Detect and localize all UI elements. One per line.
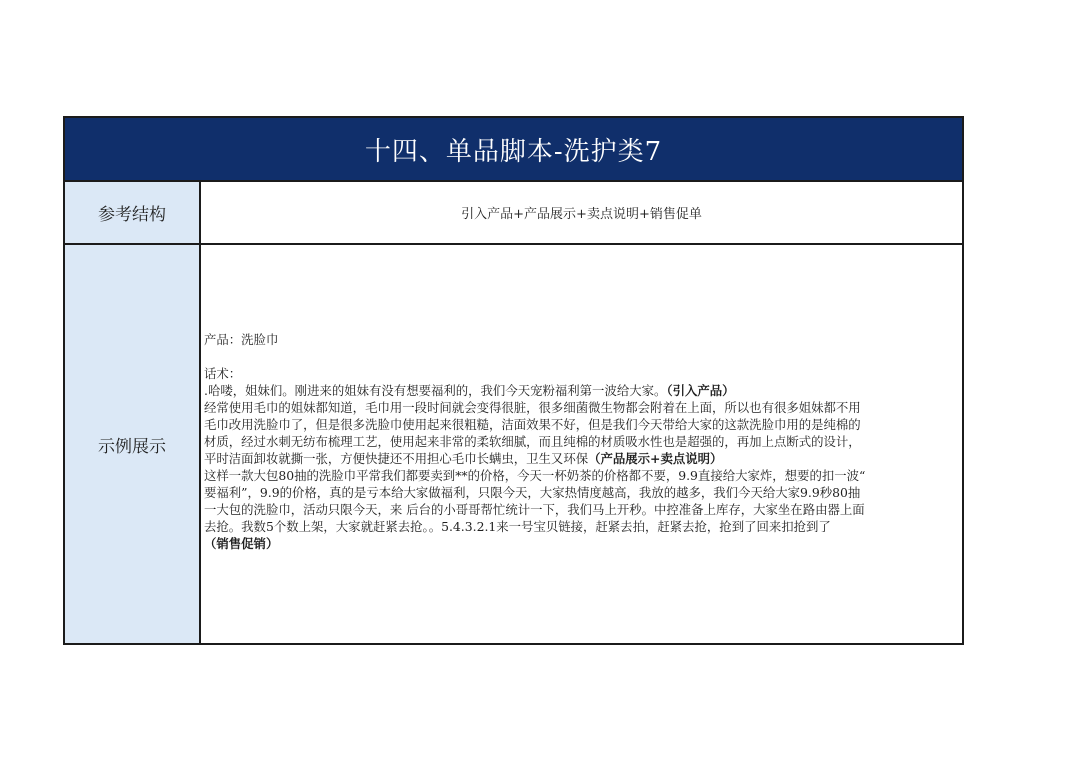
script-line: 要福利”，9.9的价格，真的是亏本给大家做福利，只限今天，大家热情度越高，我放的越多，我们今天给大家9.9秒80抽 xyxy=(204,485,861,500)
table-title: 十四、单品脚本-洗护类7 xyxy=(65,118,962,182)
example-row xyxy=(65,245,962,643)
structure-row xyxy=(65,182,962,245)
script-line: 毛巾改用洗脸巾了，但是很多洗脸巾使用起来很粗糙，洁面效果不好，但是我们今天带给大家的这款洗脸巾用的是纯棉的 xyxy=(204,417,861,432)
tag-intro: （引入产品） xyxy=(666,383,735,398)
script-text xyxy=(204,331,962,552)
spacer xyxy=(204,348,962,365)
script-line-text: 平时洁面卸妆就撕一张，方便快捷还不用担心毛巾长螨虫，卫生又环保 xyxy=(204,451,589,466)
speech-label: 话术： xyxy=(204,366,242,381)
example-label: 示例展示 xyxy=(65,245,201,643)
script-line: 经常使用毛巾的姐妹都知道，毛巾用一段时间就会变得很脏，很多细菌微生物都会附着在上面，所以也有很多姐妹都不用 xyxy=(204,400,861,415)
script-line xyxy=(204,450,962,467)
example-content xyxy=(201,245,962,643)
script-line: 一大包的洗脸巾，活动只限今天，来 后台的小哥哥帮忙统计一下，我们马上开秒。中控准备上库存，大家坐在路由器上面 xyxy=(204,502,865,517)
structure-value: 引入产品+产品展示+卖点说明+销售促单 xyxy=(461,207,702,222)
script-table xyxy=(63,116,964,645)
product-line: 产品：洗脸巾 xyxy=(204,332,279,347)
script-line xyxy=(204,382,962,399)
script-line: 材质，经过水刺无纺布梳理工艺，使用起来非常的柔软细腻，而且纯棉的材质吸水性也是超强的，再加上点断式的设计， xyxy=(204,434,861,449)
tag-showcase: （产品展示+卖点说明） xyxy=(588,451,723,466)
script-line: 这样一款大包80抽的洗脸巾平常我们都要卖到**的价格，今天一杯奶茶的价格都不要，9.9直接给大家炸，想要的扣一波“ xyxy=(204,468,866,483)
structure-label: 参考结构 xyxy=(65,182,201,243)
tag-sales: （销售促销） xyxy=(204,536,279,551)
script-line: 去抢。我数5个数上架，大家就赶紧去抢。。5.4.3.2.1来一号宝贝链接，赶紧去拍，赶紧去抢，抢到了回来扣抢到了 xyxy=(204,519,831,534)
script-line-text: .哈喽，姐妹们。刚进来的姐妹有没有想要福利的，我们今天宠粉福利第一波给大家。 xyxy=(204,383,667,398)
